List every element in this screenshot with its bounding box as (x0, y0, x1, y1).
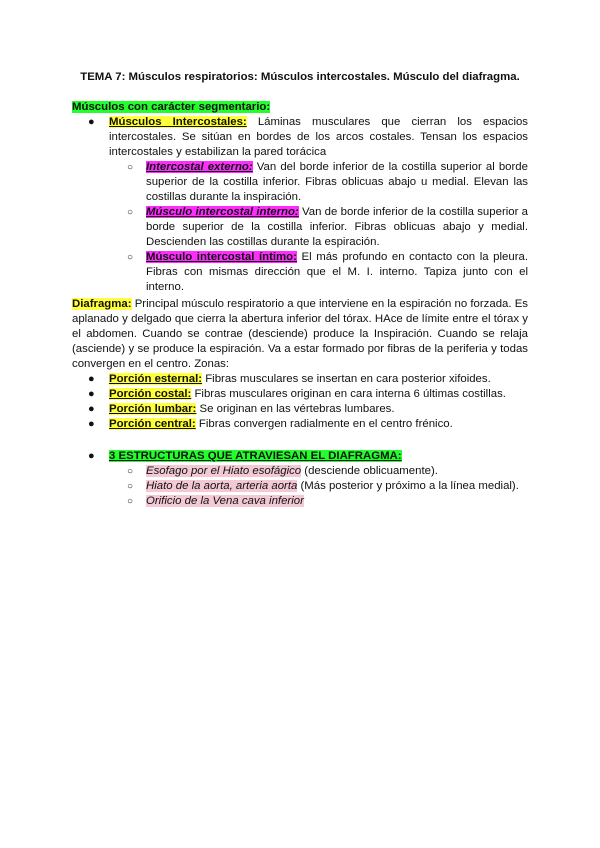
section-diafragma (72, 297, 528, 432)
hollow-bullet-icon: ○ (127, 207, 134, 218)
item-label: Porción central: (109, 418, 196, 430)
subitem-label: Hiato de la aorta, arteria aorta (146, 480, 298, 492)
list-item-lumbar (72, 402, 528, 417)
item-text: Fibras musculares originan en cara interna 6 últimas costillas. (191, 388, 506, 400)
subitem-label: Esofago por el Hiato esofágico (146, 465, 302, 477)
item-text: Se originan en las vértebras lumbares. (196, 403, 395, 415)
item-label: Porción costal: (109, 388, 192, 400)
item-text: Fibras convergen radialmente en el centro frénico. (195, 418, 453, 430)
item-label: Porción esternal: (109, 373, 203, 385)
estructuras-heading: 3 ESTRUCTURAS QUE ATRAVIESAN EL DIAFRAGMA: (109, 450, 402, 462)
hollow-bullet-icon: ○ (127, 466, 134, 477)
diafragma-paragraph (72, 297, 528, 372)
subitem-label: Músculo intercostal interno: (146, 206, 299, 218)
subitem-text: El más profundo en contacto con la pleura. Fibras con mismas dirección que el M. I. interno. Tapiza junto con el interno. (146, 251, 528, 293)
section-intercostales (72, 100, 528, 295)
item-label: Músculos Intercostales: (109, 116, 247, 128)
item-text: Fibras musculares se insertan en cara posterior xifoides. (202, 373, 491, 385)
list-item-estructuras (72, 449, 528, 509)
subitem-label: Intercostal externo: (146, 161, 253, 173)
hollow-bullet-icon: ○ (127, 252, 134, 263)
list-item-esternal (72, 372, 528, 387)
bullet-icon: ● (88, 450, 95, 462)
list-item-intercostales (72, 115, 528, 295)
subitem-label: Orificio de la Vena cava inferior (146, 495, 304, 507)
sublist-item-interno (109, 205, 528, 250)
bullet-icon: ● (88, 418, 95, 430)
subitem-text: (Más posterior y próximo a la línea medial). (297, 480, 519, 492)
sublist-item-externo (109, 160, 528, 205)
item-label: Porción lumbar: (109, 403, 197, 415)
diafragma-label: Diafragma: (72, 298, 132, 310)
section-estructuras (72, 449, 528, 509)
document-title: TEMA 7: Músculos respiratorios: Músculos intercostales. Músculo del diafragma. (80, 71, 520, 83)
hollow-bullet-icon: ○ (127, 496, 134, 507)
hollow-bullet-icon: ○ (127, 481, 134, 492)
sublist-item-esofago (109, 464, 528, 479)
subitem-label: Músculo intercostal íntimo: (146, 251, 297, 263)
bullet-icon: ● (88, 116, 95, 128)
subitem-text: Van de borde inferior de la costilla superior a borde superior de la costilla inferior. Fibras oblicuas abajo y medial. Descienden las costillas durante la espiración. (146, 206, 528, 248)
diafragma-text: Principal músculo respiratorio a que interviene en la espiración no forzada. Es aplanado y delgado que cierra la abertura inferior del tórax. HAce de límite entre el tórax y el abdomen. Cuando se contrae (desciende) produce la Inspiración. Cuando se relaja (asciende) y se produce la espiración. Va a estar formado por fibras de la periferia y todas convergen en el centro. Zonas: (72, 298, 528, 370)
section-heading-segmentario: Músculos con carácter segmentario: (72, 101, 271, 113)
sublist-item-intimo (109, 250, 528, 295)
subitem-text: (desciende oblicuamente). (301, 465, 438, 477)
subitem-text: Van del borde inferior de la costilla superior al borde superior de la costilla inferior. Fibras oblicuas abajo u medial. Elevan las costillas durante la inspiración. (146, 161, 528, 203)
item-text: Láminas musculares que cierran los espacios intercostales. Se sitúan en bordes de los arcos costales. Tensan los espacios intercostales y estabilizan la pared torácica (109, 116, 529, 158)
list-item-costal (72, 387, 528, 402)
list-item-central (72, 417, 528, 432)
bullet-icon: ● (88, 403, 95, 415)
bullet-icon: ● (88, 373, 95, 385)
hollow-bullet-icon: ○ (127, 162, 134, 173)
bullet-icon: ● (88, 388, 95, 400)
sublist-item-vena-cava (109, 494, 528, 509)
sublist-item-aorta (109, 479, 528, 494)
